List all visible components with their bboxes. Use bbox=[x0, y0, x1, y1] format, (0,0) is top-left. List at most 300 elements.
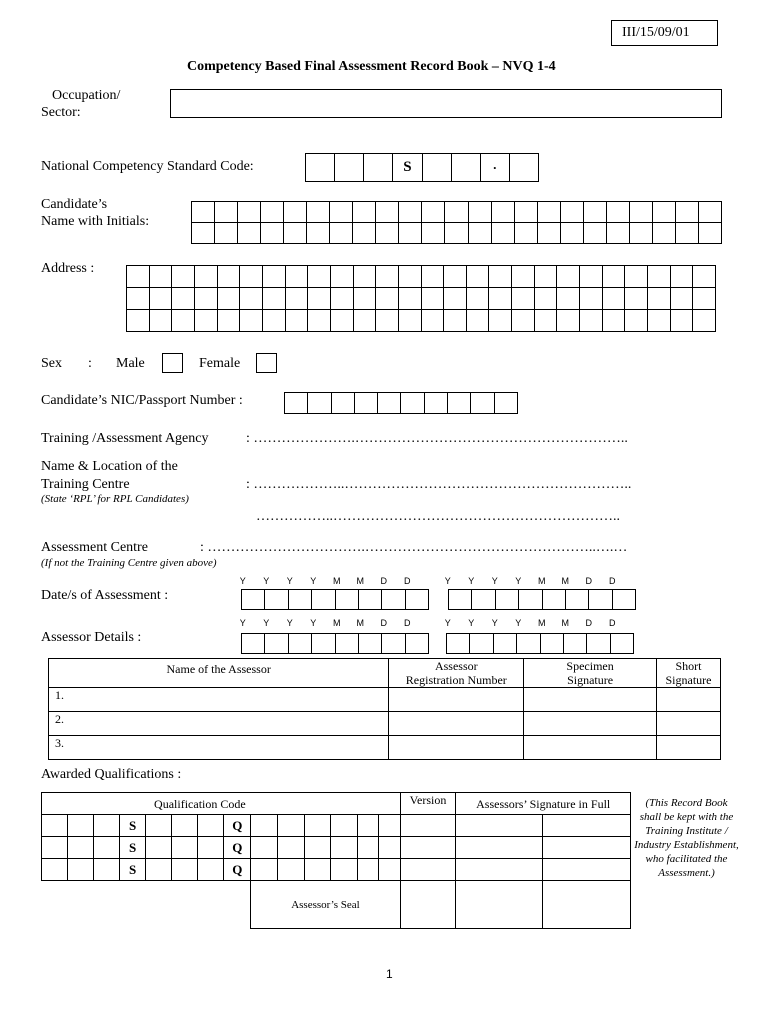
date-letter: Y bbox=[468, 618, 475, 628]
qualification-cell[interactable] bbox=[358, 815, 379, 837]
address-cell[interactable] bbox=[625, 266, 648, 288]
date-cell[interactable] bbox=[382, 590, 405, 610]
address-cell[interactable] bbox=[512, 266, 535, 288]
address-cell[interactable] bbox=[308, 310, 331, 332]
qualification-cell[interactable] bbox=[278, 859, 305, 881]
nic-cell[interactable] bbox=[378, 393, 401, 414]
qualification-cell[interactable] bbox=[456, 837, 542, 859]
address-cell[interactable] bbox=[444, 310, 467, 332]
col-assessor-reg-2: Registration Number bbox=[405, 673, 507, 687]
col-assessor-signature: Assessors’ Signature in Full bbox=[456, 793, 631, 815]
date-cell[interactable] bbox=[312, 634, 335, 654]
qualification-cell[interactable] bbox=[278, 837, 305, 859]
address-cell[interactable] bbox=[648, 288, 671, 310]
qualification-cell[interactable] bbox=[146, 837, 172, 859]
name-cell[interactable] bbox=[353, 223, 376, 244]
date-letters-1 bbox=[231, 576, 419, 586]
sex-label: Sex bbox=[41, 356, 62, 371]
address-cell[interactable] bbox=[240, 288, 263, 310]
address-cell[interactable] bbox=[535, 310, 558, 332]
nic-cell[interactable] bbox=[308, 393, 331, 414]
address-cell[interactable] bbox=[308, 266, 331, 288]
date-cell[interactable] bbox=[336, 590, 359, 610]
name-cell[interactable] bbox=[469, 223, 492, 244]
qualification-cell[interactable] bbox=[67, 815, 93, 837]
qualification-cell[interactable] bbox=[42, 837, 68, 859]
date-cell[interactable] bbox=[289, 590, 312, 610]
address-cell[interactable] bbox=[240, 266, 263, 288]
name-cell[interactable] bbox=[238, 223, 261, 244]
address-cell[interactable] bbox=[422, 310, 445, 332]
assessment-centre-label: Assessment Centre bbox=[41, 540, 148, 555]
date-cell[interactable] bbox=[242, 590, 265, 610]
ncs-cell[interactable] bbox=[510, 154, 539, 182]
name-cell[interactable] bbox=[376, 202, 399, 223]
address-cell[interactable] bbox=[557, 310, 580, 332]
date-letter: Y bbox=[263, 618, 270, 628]
qualification-cell[interactable] bbox=[42, 815, 68, 837]
qualification-cell[interactable] bbox=[304, 815, 331, 837]
qualification-cell[interactable] bbox=[67, 837, 93, 859]
date-letters-4 bbox=[436, 618, 624, 628]
address-cell[interactable] bbox=[263, 266, 286, 288]
qualification-cell[interactable] bbox=[400, 859, 456, 881]
date-grid-1[interactable] bbox=[241, 589, 429, 610]
nic-cell[interactable] bbox=[471, 393, 494, 414]
address-cell[interactable] bbox=[308, 288, 331, 310]
date-cell[interactable] bbox=[382, 634, 405, 654]
date-letter: M bbox=[561, 576, 569, 586]
qualification-cell[interactable] bbox=[42, 859, 68, 881]
date-letter: M bbox=[356, 618, 364, 628]
address-cell[interactable] bbox=[286, 288, 309, 310]
name-cell[interactable] bbox=[215, 223, 238, 244]
date-cell[interactable] bbox=[242, 634, 265, 654]
date-cell[interactable] bbox=[611, 634, 634, 654]
qualification-cell[interactable] bbox=[251, 815, 278, 837]
col-specimen-2: Signature bbox=[567, 673, 614, 687]
name-cell[interactable] bbox=[492, 202, 515, 223]
date-letter: Y bbox=[263, 576, 270, 586]
name-cell[interactable] bbox=[515, 202, 538, 223]
qualification-cell[interactable] bbox=[456, 859, 542, 881]
nic-cell[interactable] bbox=[401, 393, 424, 414]
address-cell[interactable] bbox=[580, 288, 603, 310]
name-cell[interactable] bbox=[676, 202, 699, 223]
address-cell[interactable] bbox=[444, 288, 467, 310]
table-row bbox=[49, 712, 721, 736]
table-row bbox=[49, 688, 721, 712]
address-cell[interactable] bbox=[240, 310, 263, 332]
qualification-cell[interactable] bbox=[542, 815, 630, 837]
name-cell[interactable] bbox=[399, 202, 422, 223]
address-cell[interactable] bbox=[286, 266, 309, 288]
date-cell[interactable] bbox=[312, 590, 335, 610]
date-letter: M bbox=[538, 576, 546, 586]
name-cell[interactable] bbox=[192, 202, 215, 223]
col-short-1: Short bbox=[675, 659, 702, 673]
address-cell[interactable] bbox=[489, 266, 512, 288]
name-cell[interactable] bbox=[653, 202, 676, 223]
col-assessor-reg-1: Assessor bbox=[434, 659, 478, 673]
address-label: Address : bbox=[41, 261, 95, 276]
date-cell[interactable] bbox=[494, 634, 517, 654]
assessor-reg-cell[interactable] bbox=[389, 736, 524, 760]
date-letter: Y bbox=[491, 618, 498, 628]
qualification-cell[interactable] bbox=[172, 837, 198, 859]
nic-cell[interactable] bbox=[495, 393, 518, 414]
date-letter: Y bbox=[310, 576, 317, 586]
date-letter: Y bbox=[310, 618, 317, 628]
address-cell[interactable] bbox=[648, 266, 671, 288]
date-letter: D bbox=[609, 576, 616, 586]
qualification-cell[interactable] bbox=[93, 837, 119, 859]
record-book-note: (This Record Book shall be kept with the Training Institute / Industry Establishment, who facilitated the Assessment.) bbox=[634, 797, 739, 879]
col-assessor-reg bbox=[389, 659, 524, 688]
address-cell[interactable] bbox=[331, 266, 354, 288]
address-cell[interactable] bbox=[671, 266, 694, 288]
name-cell[interactable] bbox=[284, 202, 307, 223]
address-cell[interactable] bbox=[399, 288, 422, 310]
name-cell[interactable] bbox=[215, 202, 238, 223]
qualification-cell[interactable] bbox=[379, 859, 400, 881]
address-cell[interactable] bbox=[580, 310, 603, 332]
nic-label: Candidate’s NIC/Passport Number : bbox=[41, 393, 243, 408]
qualification-cell[interactable] bbox=[304, 859, 331, 881]
qualification-cell[interactable] bbox=[400, 837, 456, 859]
candidate-name-grid[interactable] bbox=[191, 201, 722, 244]
date-cell[interactable] bbox=[406, 590, 429, 610]
date-cell[interactable] bbox=[449, 590, 472, 610]
seal-spacer bbox=[42, 881, 251, 929]
address-cell[interactable] bbox=[535, 288, 558, 310]
name-cell[interactable] bbox=[584, 223, 607, 244]
address-cell[interactable] bbox=[127, 288, 150, 310]
address-cell[interactable] bbox=[263, 310, 286, 332]
date-cell[interactable] bbox=[566, 590, 589, 610]
qualification-cell[interactable] bbox=[93, 815, 119, 837]
address-cell[interactable] bbox=[467, 310, 490, 332]
address-cell[interactable] bbox=[557, 266, 580, 288]
address-cell[interactable] bbox=[127, 310, 150, 332]
qualification-cell[interactable] bbox=[172, 859, 198, 881]
date-letter: Y bbox=[491, 576, 498, 586]
address-cell[interactable] bbox=[603, 310, 626, 332]
address-cell[interactable] bbox=[489, 288, 512, 310]
name-cell[interactable] bbox=[445, 202, 468, 223]
col-version: Version bbox=[400, 793, 456, 815]
date-letter: Y bbox=[468, 576, 475, 586]
centre-field-1[interactable]: : ………………..…………………………………………………….. bbox=[246, 477, 632, 492]
date-cell[interactable] bbox=[265, 590, 288, 610]
agency-field[interactable]: : ………………….………………………………………………….. bbox=[246, 431, 628, 446]
sector-label: Sector: bbox=[41, 105, 81, 120]
name-cell[interactable] bbox=[676, 223, 699, 244]
address-cell[interactable] bbox=[172, 310, 195, 332]
address-cell[interactable] bbox=[376, 288, 399, 310]
qualification-cell[interactable] bbox=[198, 815, 224, 837]
name-cell[interactable] bbox=[607, 223, 630, 244]
female-checkbox[interactable] bbox=[256, 353, 277, 373]
date-cell[interactable] bbox=[519, 590, 542, 610]
address-cell[interactable] bbox=[535, 266, 558, 288]
address-cell[interactable] bbox=[693, 266, 716, 288]
qualification-cell[interactable] bbox=[456, 815, 542, 837]
name-cell[interactable] bbox=[630, 202, 653, 223]
name-cell[interactable] bbox=[353, 202, 376, 223]
address-cell[interactable] bbox=[671, 288, 694, 310]
address-cell[interactable] bbox=[286, 310, 309, 332]
candidate-name-label-1: Candidate’s bbox=[41, 197, 108, 212]
name-cell[interactable] bbox=[376, 223, 399, 244]
qualification-cell[interactable] bbox=[67, 859, 93, 881]
ncs-cell-dot: · bbox=[481, 154, 510, 182]
date-letter: D bbox=[585, 576, 592, 586]
address-cell[interactable] bbox=[467, 288, 490, 310]
qualification-cell[interactable] bbox=[400, 815, 456, 837]
page-number: 1 bbox=[386, 967, 393, 981]
name-cell[interactable] bbox=[584, 202, 607, 223]
address-cell[interactable] bbox=[354, 310, 377, 332]
address-cell[interactable] bbox=[150, 310, 173, 332]
address-cell[interactable] bbox=[625, 310, 648, 332]
address-cell[interactable] bbox=[195, 288, 218, 310]
assessor-row-number[interactable]: 3. bbox=[49, 736, 389, 760]
address-cell[interactable] bbox=[422, 266, 445, 288]
col-short-2: Signature bbox=[665, 673, 712, 687]
qualification-cell[interactable] bbox=[331, 859, 358, 881]
assessor-row-number[interactable]: 2. bbox=[49, 712, 389, 736]
address-cell[interactable] bbox=[354, 288, 377, 310]
qualification-cell[interactable] bbox=[146, 815, 172, 837]
address-cell[interactable] bbox=[331, 310, 354, 332]
name-cell[interactable] bbox=[699, 202, 722, 223]
qualification-cell[interactable] bbox=[331, 837, 358, 859]
date-cell[interactable] bbox=[564, 634, 587, 654]
address-cell[interactable] bbox=[218, 310, 241, 332]
qualification-cell[interactable] bbox=[198, 837, 224, 859]
address-cell[interactable] bbox=[127, 266, 150, 288]
page-title: Competency Based Final Assessment Record Book – NVQ 1-4 bbox=[187, 59, 556, 74]
centre-field-2[interactable]: ……………..…………………………………………………….. bbox=[256, 509, 620, 524]
date-cell[interactable] bbox=[447, 634, 470, 654]
nic-cell[interactable] bbox=[448, 393, 471, 414]
qualification-cell[interactable] bbox=[251, 837, 278, 859]
col-assessor-name: Name of the Assessor bbox=[49, 659, 389, 688]
address-cell[interactable] bbox=[172, 266, 195, 288]
address-cell[interactable] bbox=[671, 310, 694, 332]
date-cell[interactable] bbox=[613, 590, 636, 610]
date-cell[interactable] bbox=[336, 634, 359, 654]
date-letters-3 bbox=[231, 618, 419, 628]
nic-grid[interactable] bbox=[284, 392, 518, 414]
dates-label: Date/s of Assessment : bbox=[41, 588, 169, 603]
address-cell[interactable] bbox=[489, 310, 512, 332]
date-cell[interactable] bbox=[289, 634, 312, 654]
date-cell[interactable] bbox=[496, 590, 519, 610]
name-cell[interactable] bbox=[445, 223, 468, 244]
date-letter: D bbox=[380, 576, 387, 586]
nic-cell[interactable] bbox=[285, 393, 308, 414]
address-cell[interactable] bbox=[195, 266, 218, 288]
address-cell[interactable] bbox=[150, 266, 173, 288]
name-cell[interactable] bbox=[492, 223, 515, 244]
address-cell[interactable] bbox=[444, 266, 467, 288]
qualification-cell[interactable] bbox=[278, 815, 305, 837]
name-cell[interactable] bbox=[330, 202, 353, 223]
name-cell[interactable] bbox=[561, 202, 584, 223]
awarded-label: Awarded Qualifications : bbox=[41, 767, 182, 782]
date-cell[interactable] bbox=[472, 590, 495, 610]
assessment-centre-field[interactable]: : …………………………….…………………………………………..….… bbox=[200, 540, 628, 555]
name-cell[interactable] bbox=[538, 223, 561, 244]
female-label: Female bbox=[199, 356, 241, 371]
name-cell[interactable] bbox=[653, 223, 676, 244]
assessor-short-cell[interactable] bbox=[657, 736, 721, 760]
qualification-cell[interactable] bbox=[93, 859, 119, 881]
address-cell[interactable] bbox=[376, 310, 399, 332]
address-cell[interactable] bbox=[557, 288, 580, 310]
address-cell[interactable] bbox=[603, 288, 626, 310]
address-cell[interactable] bbox=[625, 288, 648, 310]
assessor-reg-cell[interactable] bbox=[389, 688, 524, 712]
address-cell[interactable] bbox=[150, 288, 173, 310]
assessor-spec-cell[interactable] bbox=[524, 736, 657, 760]
date-cell[interactable] bbox=[406, 634, 429, 654]
address-cell[interactable] bbox=[331, 288, 354, 310]
qualification-cell[interactable] bbox=[379, 837, 400, 859]
qualification-cell[interactable] bbox=[542, 859, 630, 881]
agency-label: Training /Assessment Agency bbox=[41, 431, 209, 446]
table-row bbox=[42, 859, 631, 881]
date-cell[interactable] bbox=[589, 590, 612, 610]
assessor-row-number[interactable]: 1. bbox=[49, 688, 389, 712]
address-cell[interactable] bbox=[399, 266, 422, 288]
address-cell[interactable] bbox=[354, 266, 377, 288]
ncs-cell[interactable] bbox=[364, 154, 393, 182]
male-checkbox[interactable] bbox=[162, 353, 183, 373]
qualification-cell[interactable] bbox=[331, 815, 358, 837]
name-cell[interactable] bbox=[284, 223, 307, 244]
date-cell[interactable] bbox=[543, 590, 566, 610]
assessment-centre-note: (If not the Training Centre given above) bbox=[41, 557, 217, 569]
ncs-code-grid[interactable] bbox=[305, 153, 539, 182]
address-cell[interactable] bbox=[218, 266, 241, 288]
name-cell[interactable] bbox=[469, 202, 492, 223]
address-cell[interactable] bbox=[399, 310, 422, 332]
date-grid-4[interactable] bbox=[446, 633, 634, 654]
date-grid-2[interactable] bbox=[448, 589, 636, 610]
qualification-cell[interactable] bbox=[198, 859, 224, 881]
name-cell[interactable] bbox=[630, 223, 653, 244]
name-cell[interactable] bbox=[307, 223, 330, 244]
assessor-reg-cell[interactable] bbox=[389, 712, 524, 736]
assessor-spec-cell[interactable] bbox=[524, 712, 657, 736]
date-cell[interactable] bbox=[359, 634, 382, 654]
address-cell[interactable] bbox=[512, 288, 535, 310]
date-cell[interactable] bbox=[470, 634, 493, 654]
date-letter: M bbox=[561, 618, 569, 628]
address-cell[interactable] bbox=[422, 288, 445, 310]
name-cell[interactable] bbox=[422, 223, 445, 244]
date-letter: M bbox=[333, 576, 341, 586]
name-cell[interactable] bbox=[307, 202, 330, 223]
assessor-seal[interactable]: Assessor’s Seal bbox=[251, 881, 400, 929]
date-cell[interactable] bbox=[517, 634, 540, 654]
name-cell[interactable] bbox=[238, 202, 261, 223]
address-cell[interactable] bbox=[263, 288, 286, 310]
name-cell[interactable] bbox=[699, 223, 722, 244]
date-cell[interactable] bbox=[265, 634, 288, 654]
address-cell[interactable] bbox=[693, 310, 716, 332]
ncs-cell[interactable] bbox=[423, 154, 452, 182]
qualification-cell[interactable] bbox=[542, 837, 630, 859]
address-cell[interactable] bbox=[603, 266, 626, 288]
name-cell[interactable] bbox=[561, 223, 584, 244]
address-cell[interactable] bbox=[512, 310, 535, 332]
qualification-cell[interactable] bbox=[358, 837, 379, 859]
name-cell[interactable] bbox=[422, 202, 445, 223]
address-cell[interactable] bbox=[467, 266, 490, 288]
address-grid[interactable] bbox=[126, 265, 716, 332]
ncs-cell[interactable] bbox=[335, 154, 364, 182]
nic-cell[interactable] bbox=[355, 393, 378, 414]
qualification-cell[interactable] bbox=[172, 815, 198, 837]
assessor-short-cell[interactable] bbox=[657, 712, 721, 736]
date-cell[interactable] bbox=[359, 590, 382, 610]
ncs-cell[interactable] bbox=[452, 154, 481, 182]
address-cell[interactable] bbox=[376, 266, 399, 288]
address-cell[interactable] bbox=[648, 310, 671, 332]
date-letter: M bbox=[333, 618, 341, 628]
address-cell[interactable] bbox=[172, 288, 195, 310]
date-letter: M bbox=[356, 576, 364, 586]
occupation-field[interactable] bbox=[170, 89, 722, 118]
date-letter: Y bbox=[286, 576, 293, 586]
qualification-cell[interactable] bbox=[358, 859, 379, 881]
assessor-short-cell[interactable] bbox=[657, 688, 721, 712]
name-cell[interactable] bbox=[515, 223, 538, 244]
assessor-spec-cell[interactable] bbox=[524, 688, 657, 712]
seal-signature-cell[interactable] bbox=[400, 881, 456, 929]
qualification-cell[interactable] bbox=[379, 815, 400, 837]
qualification-cell[interactable] bbox=[304, 837, 331, 859]
address-cell[interactable] bbox=[580, 266, 603, 288]
seal-signature-cell[interactable] bbox=[542, 881, 630, 929]
header-spacer bbox=[358, 793, 400, 815]
qualification-cell[interactable] bbox=[251, 859, 278, 881]
date-cell[interactable] bbox=[587, 634, 610, 654]
name-cell[interactable] bbox=[399, 223, 422, 244]
qualification-cell[interactable] bbox=[146, 859, 172, 881]
date-cell[interactable] bbox=[541, 634, 564, 654]
seal-signature-cell[interactable] bbox=[456, 881, 542, 929]
date-grid-3[interactable] bbox=[241, 633, 429, 654]
name-cell[interactable] bbox=[607, 202, 630, 223]
ncs-cell[interactable] bbox=[306, 154, 335, 182]
name-cell[interactable] bbox=[261, 223, 284, 244]
name-cell[interactable] bbox=[192, 223, 215, 244]
address-cell[interactable] bbox=[693, 288, 716, 310]
nic-cell[interactable] bbox=[425, 393, 448, 414]
name-cell[interactable] bbox=[261, 202, 284, 223]
address-cell[interactable] bbox=[218, 288, 241, 310]
table-row bbox=[49, 736, 721, 760]
nic-cell[interactable] bbox=[332, 393, 355, 414]
name-cell[interactable] bbox=[538, 202, 561, 223]
name-cell[interactable] bbox=[330, 223, 353, 244]
address-cell[interactable] bbox=[195, 310, 218, 332]
